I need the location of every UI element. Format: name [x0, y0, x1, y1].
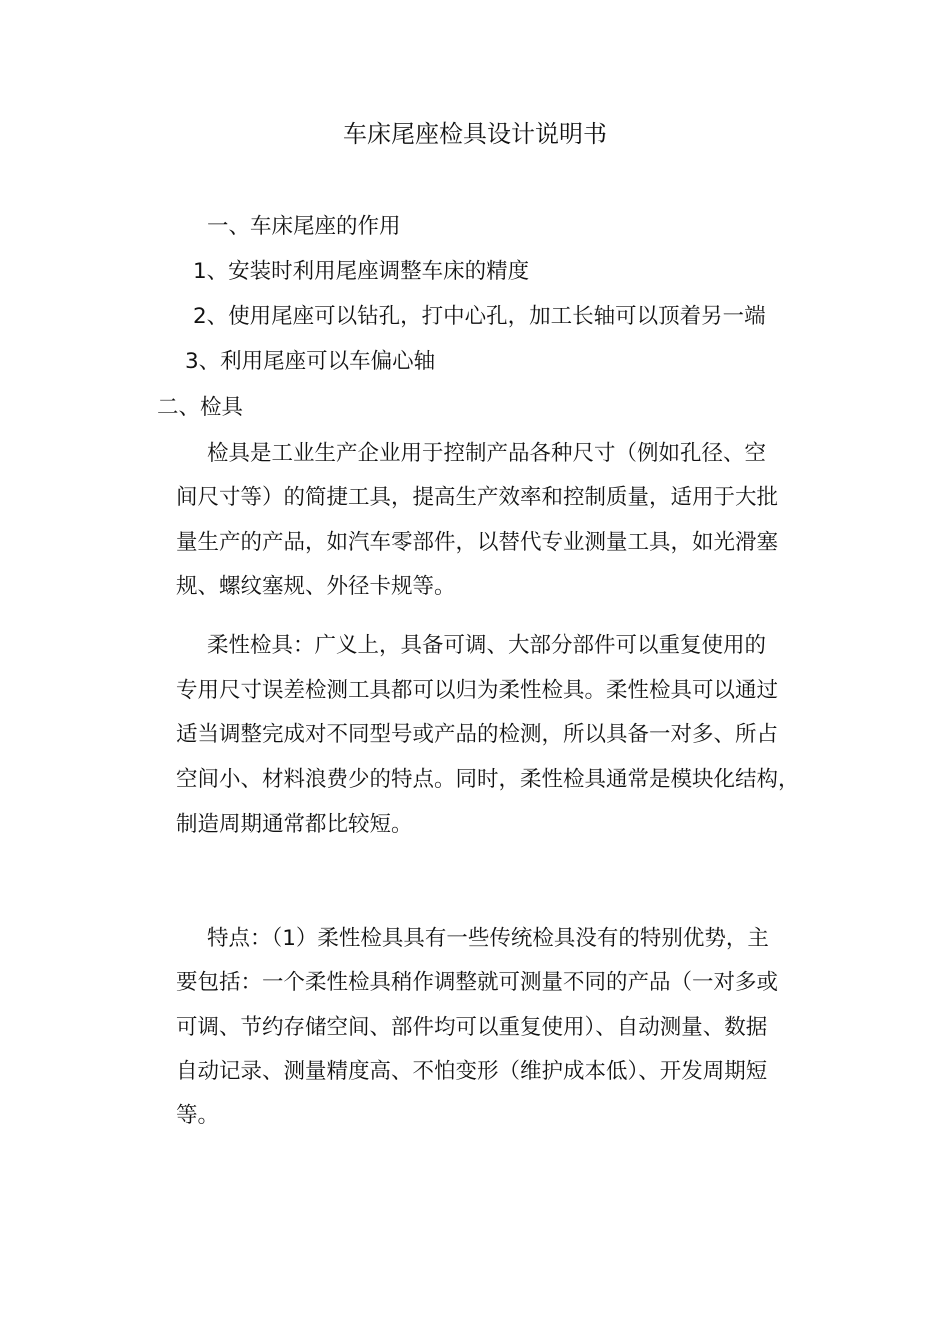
section-heading-tailstock-function: 一、车床尾座的作用 [207, 214, 401, 239]
list-item: 3、利用尾座可以车偏心轴 [185, 349, 436, 374]
paragraph-line: 柔性检具：广义上，具备可调、大部分部件可以重复使用的 [207, 633, 767, 658]
paragraph-line: 规、螺纹塞规、外径卡规等。 [176, 574, 456, 599]
list-item: 2、使用尾座可以钻孔，打中心孔，加工长轴可以顶着另一端 [193, 304, 766, 329]
paragraph-line: 间尺寸等）的简捷工具，提高生产效率和控制质量，适用于大批 [176, 485, 779, 510]
paragraph-line: 自动记录、测量精度高、不怕变形（维护成本低）、开发周期短 [176, 1059, 768, 1084]
paragraph-line: 量生产的产品，如汽车零部件，以替代专业测量工具，如光滑塞 [176, 530, 779, 555]
section-heading-gauge: 二、检具 [157, 395, 244, 420]
list-item: 1、安装时利用尾座调整车床的精度 [193, 259, 530, 284]
paragraph-line: 专用尺寸误差检测工具都可以归为柔性检具。柔性检具可以通过 [176, 678, 779, 703]
document-title: 车床尾座检具设计说明书 [343, 120, 607, 148]
paragraph-line: 制造周期通常都比较短。 [176, 812, 413, 837]
paragraph-line: 检具是工业生产企业用于控制产品各种尺寸（例如孔径、空 [207, 441, 767, 466]
paragraph-line: 特点：（1）柔性检具具有一些传统检具没有的特别优势，主 [207, 926, 769, 951]
paragraph-line: 空间小、材料浪费少的特点。同时，柔性检具通常是模块化结构， [176, 767, 800, 792]
paragraph-line: 可调、节约存储空间、部件均可以重复使用）、自动测量、数据 [176, 1015, 768, 1040]
paragraph-line: 等。 [176, 1103, 220, 1128]
paragraph-line: 适当调整完成对不同型号或产品的检测，所以具备一对多、所占 [176, 722, 779, 747]
paragraph-line: 要包括：一个柔性检具稍作调整就可测量不同的产品（一对多或 [176, 970, 779, 995]
